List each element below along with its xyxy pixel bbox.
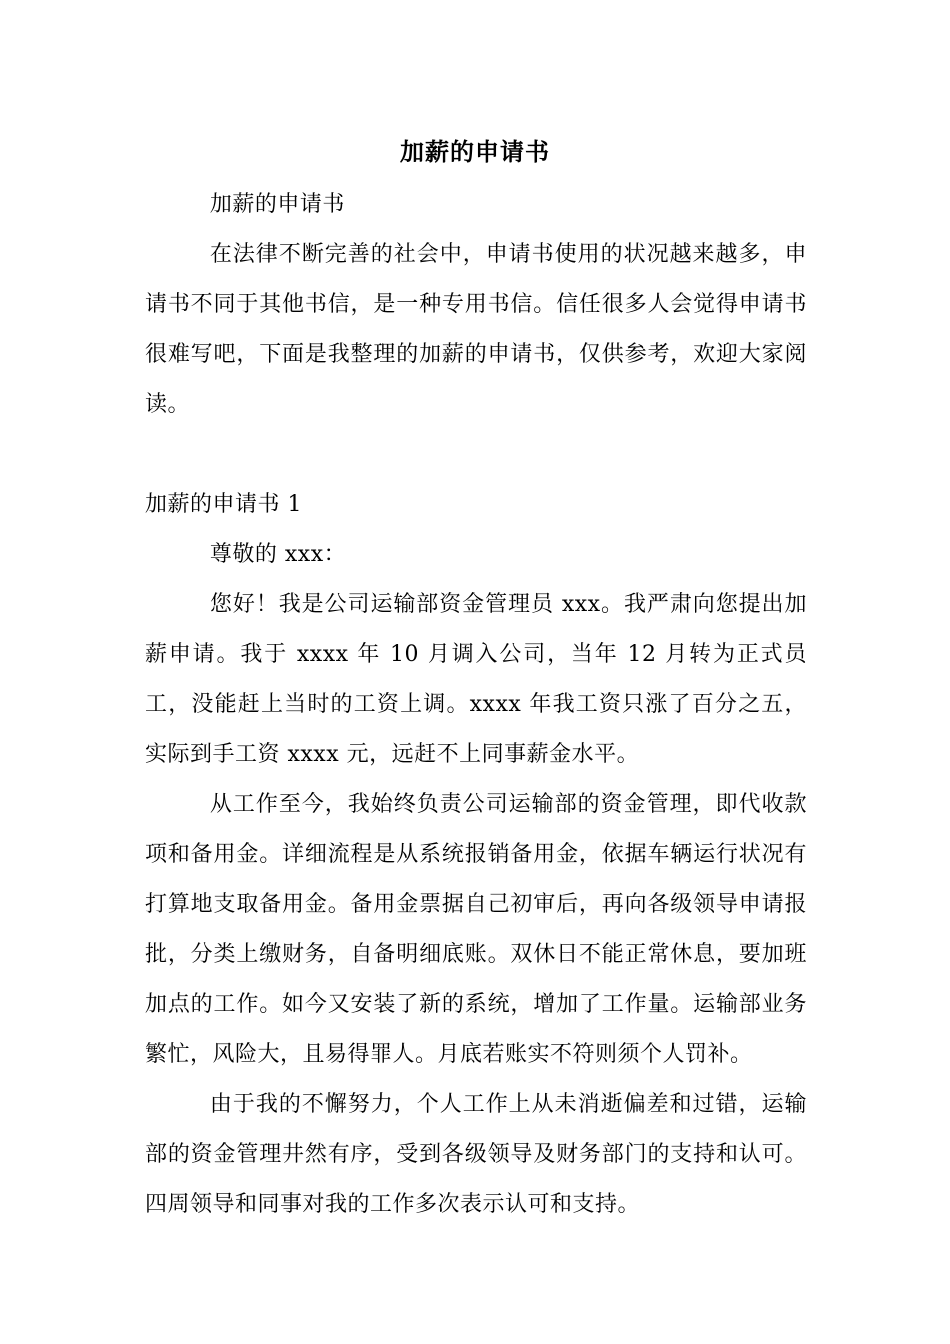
body-paragraph-3: 由于我的不懈努力，个人工作上从未消逝偏差和过错，运输部的资金管理井然有序，受到各级领导及财务部门的支持和认可。四周领导和同事对我的工作多次表示认可和支持。: [145, 1092, 807, 1217]
body-paragraph-2: 从工作至今，我始终负责公司运输部的资金管理，即代收款项和备用金。详细流程是从系统报销备用金，依据车辆运行状况有打算地支取备用金。备用金票据自己初审后，再向各级领导申请报批，分类上缴财务，自备明细底账。双休日不能正常休息，要加班加点的工作。如今又安装了新的系统，增加了工作量。运输部业务繁忙，风险大，且易得罪人。月底若账实不符则须个人罚补。: [145, 792, 807, 1067]
section-heading: 加薪的申请书 1: [145, 492, 302, 517]
document-title: 加薪的申请书: [400, 138, 550, 166]
intro-paragraph: 在法律不断完善的社会中，申请书使用的状况越来越多，申请书不同于其他书信，是一种专用书信。信任很多人会觉得申请书很难写吧，下面是我整理的加薪的申请书，仅供参考，欢迎大家阅读。: [145, 242, 807, 417]
body-paragraph-1: 您好！我是公司运输部资金管理员 xxx。我严肃向您提出加薪申请。我于 xxxx 年 10 月调入公司，当年 12 月转为正式员工，没能赶上当时的工资上调。xxxx 年我工资只涨了百分之五，实际到手工资 xxxx 元，远赶不上同事薪金水平。: [145, 592, 807, 767]
subtitle-paragraph: 加薪的申请书: [209, 192, 345, 217]
salutation: 尊敬的 xxx：: [209, 542, 347, 567]
document-body: [145, 180, 807, 1230]
